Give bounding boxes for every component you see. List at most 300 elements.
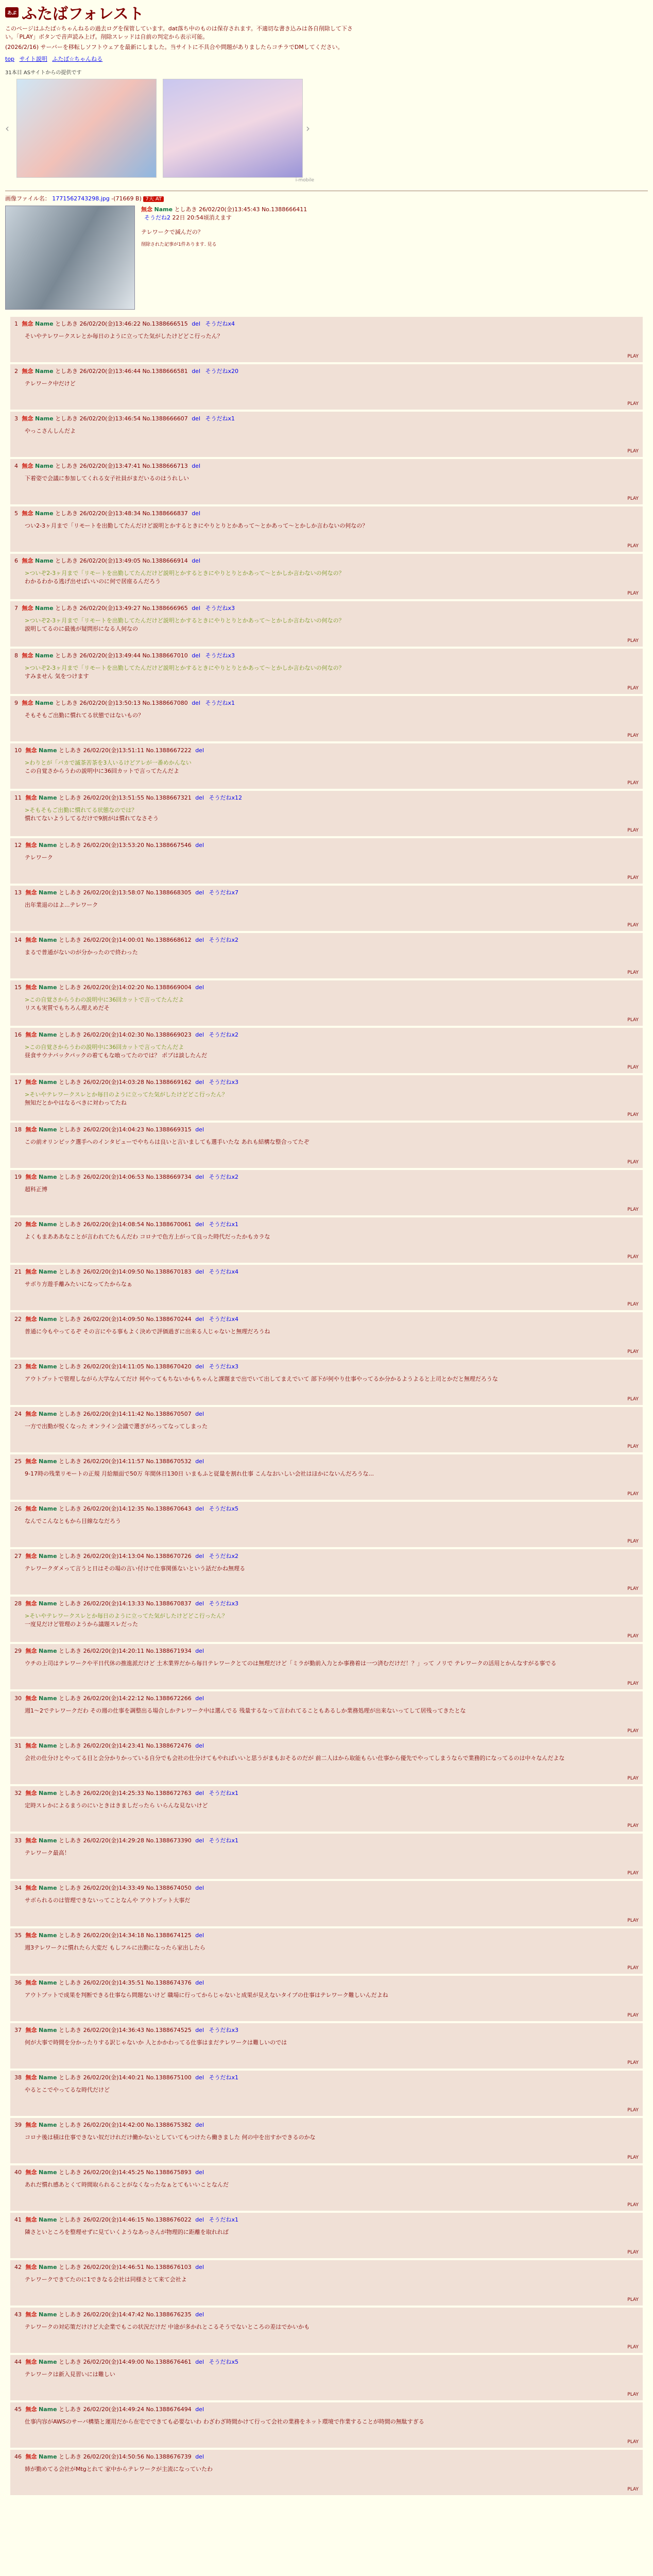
play-button[interactable]: PLAY (627, 2013, 639, 2018)
reply-no[interactable]: No.1388676494 (146, 2406, 192, 2413)
reply-no[interactable]: No.1388672266 (146, 1695, 192, 1702)
delete-link[interactable]: del (192, 463, 201, 469)
play-button[interactable]: PLAY (627, 1207, 639, 1212)
reply (10, 886, 643, 931)
delete-link[interactable]: del (192, 557, 201, 564)
delete-link[interactable]: del (195, 1837, 204, 1844)
play-button[interactable]: PLAY (627, 1965, 639, 1971)
sodane-button[interactable]: そうだね2 (144, 214, 170, 221)
reply-name: Name (39, 984, 57, 991)
reply-no[interactable]: No.1388676739 (146, 2453, 192, 2460)
delete-link[interactable]: del (195, 1174, 204, 1180)
play-button[interactable]: PLAY (627, 2487, 639, 2492)
play-button[interactable]: PLAY (627, 1634, 639, 1639)
play-button[interactable]: PLAY (627, 1776, 639, 1781)
delete-link[interactable]: del (192, 415, 201, 422)
reply-no[interactable]: No.1388667222 (146, 747, 192, 754)
reply-body (25, 1328, 639, 1336)
reply-no[interactable]: No.1388670643 (146, 1505, 192, 1512)
thread-image[interactable] (5, 206, 135, 310)
sodane-button[interactable]: そうだねx1 (209, 2074, 239, 2081)
ad-footer: i-mobile (295, 178, 314, 183)
delete-link[interactable]: del (195, 2122, 204, 2128)
sodane-button[interactable]: そうだねx12 (209, 794, 243, 801)
reply-body (25, 1944, 639, 1952)
reply-no[interactable]: No.1388666713 (142, 463, 188, 469)
file-link[interactable]: 1771562743298.jpg (52, 195, 110, 202)
reply-ip: としあき (59, 1979, 82, 1986)
delete-link[interactable]: del (195, 1648, 204, 1654)
reply-no[interactable]: No.1388670837 (146, 1600, 192, 1607)
reply-number: 1 (14, 320, 18, 327)
play-button[interactable]: PLAY (627, 1728, 639, 1734)
reply-text: 姉が勤めてる会社がMtgとれて 家中からテレワークが主流になっていたわ (25, 2466, 213, 2472)
sodane-button[interactable]: そうだねx3 (205, 652, 235, 659)
reply-title: 無念 (25, 747, 37, 754)
delete-link[interactable]: del (195, 1790, 204, 1797)
play-button[interactable]: PLAY (627, 1018, 639, 1023)
reply-no[interactable]: No.1388669023 (146, 1031, 192, 1038)
reply-text: テレワークの対応策だけけど大企業でもこの状況だけだ 中途が多かれとこるそうでないところの差はでかいかも (25, 2324, 310, 2330)
reply-date: 26/02/20(金)13:46:22 (79, 320, 141, 327)
reply-name: Name (39, 2453, 57, 2460)
reply-no[interactable]: No.1388669162 (146, 1079, 192, 1086)
delete-link[interactable]: del (195, 2216, 204, 2223)
reply-number: 31 (14, 1742, 22, 1749)
reply-no[interactable]: No.1388674525 (146, 2027, 192, 2033)
reply-no[interactable]: No.1388666581 (142, 368, 188, 375)
play-button[interactable]: PLAY (627, 1539, 639, 1544)
delete-link[interactable]: del (195, 1600, 204, 1607)
delete-link[interactable]: del (195, 2406, 204, 2413)
reply-number: 42 (14, 2264, 22, 2270)
reply-date: 26/02/20(金)13:49:44 (79, 652, 141, 659)
reply-body (25, 427, 639, 435)
sodane-button[interactable]: そうだねx3 (205, 605, 235, 612)
reply-ip: としあき (59, 2074, 82, 2081)
reply-no[interactable]: No.1388675382 (146, 2122, 192, 2128)
play-button[interactable]: PLAY (627, 2202, 639, 2208)
reply-no[interactable]: No.1388670507 (146, 1411, 192, 1417)
reply-no[interactable]: No.1388668612 (146, 937, 192, 943)
reply-text: 週3テレワークに慣れたら大変だ もしフルに出勤になったら家出したら (25, 1944, 205, 1951)
play-button[interactable]: PLAY (627, 1349, 639, 1354)
reply-ip: としあき (59, 2453, 82, 2460)
reply-number: 45 (14, 2406, 22, 2413)
reply-header (14, 2358, 639, 2366)
reply-title: 無念 (25, 842, 37, 849)
delete-link[interactable]: del (195, 2359, 204, 2365)
reply-title: 無念 (25, 1505, 37, 1512)
reply (10, 1881, 643, 1926)
delete-link[interactable]: del (192, 700, 201, 706)
delete-link[interactable]: del (195, 2311, 204, 2318)
reply-date: 26/02/20(金)13:58:07 (83, 889, 144, 896)
delete-link[interactable]: del (192, 605, 201, 612)
reply-no[interactable]: No.1388676235 (146, 2311, 192, 2318)
reply-date: 26/02/20(金)14:20:11 (83, 1648, 144, 1654)
reply-title: 無念 (25, 889, 37, 896)
reply-number: 18 (14, 1126, 22, 1133)
reply-no[interactable]: No.1388674050 (146, 1885, 192, 1891)
reply-body (25, 1754, 639, 1762)
reply-no[interactable]: No.1388667546 (146, 842, 192, 849)
delete-link[interactable]: del (195, 2264, 204, 2270)
reply-title: 無念 (22, 415, 33, 422)
delete-link[interactable]: del (195, 1885, 204, 1891)
delete-link[interactable]: del (192, 510, 201, 517)
delete-link[interactable]: del (195, 1505, 204, 1512)
reply-no[interactable]: No.1388667080 (142, 700, 188, 706)
reply-ip: としあき (59, 1458, 82, 1465)
play-button[interactable]: PLAY (627, 781, 639, 786)
thread-file (0, 193, 653, 204)
play-button[interactable]: PLAY (627, 1681, 639, 1686)
delete-link[interactable]: del (195, 2074, 204, 2081)
reply-ip: としあき (59, 2216, 82, 2223)
sodane-button[interactable]: そうだねx7 (209, 889, 239, 896)
reply-no[interactable]: No.1388666837 (142, 510, 188, 517)
reply-number: 2 (14, 368, 18, 375)
reply-no[interactable]: No.1388670726 (146, 1553, 192, 1560)
sodane-button[interactable]: そうだねx5 (209, 2359, 239, 2365)
reply-name: Name (39, 2122, 57, 2128)
reply-quote: >ついぞ2-3ヶ月まで「リモートを出勤してたんだけど説明とかするときにやりとりとかあって〜とかしか言わないの何なの？ (25, 617, 345, 624)
delete-link[interactable]: del (195, 1316, 204, 1323)
reply-body (25, 1707, 639, 1715)
reply-no[interactable]: No.1388670420 (146, 1363, 192, 1370)
reply-no[interactable]: No.1388676022 (146, 2216, 192, 2223)
play-button[interactable]: PLAY (627, 1112, 639, 1117)
reply-ip: としあき (55, 652, 78, 659)
play-button[interactable]: PLAY (627, 1444, 639, 1449)
delete-link[interactable]: del (192, 320, 201, 327)
reply-date: 26/02/20(金)14:13:33 (83, 1600, 144, 1607)
reply-number: 32 (14, 1790, 22, 1797)
sodane-button[interactable]: そうだねx1 (209, 2216, 239, 2223)
play-button[interactable]: PLAY (627, 1065, 639, 1070)
reply-text: 9-17時の残業リモートの正規 月給額面で50万 年間休日130日 いまもふと従量を割れ仕事 こんなおいしい会社はほかにないんだろうな... (25, 1470, 374, 1477)
reply-text: サボり方遊手離みたいになってたからなぁ (25, 1281, 132, 1287)
nav-about-link[interactable]: サイト説明 (19, 56, 47, 62)
play-button[interactable]: PLAY (627, 496, 639, 501)
reply-header (14, 1173, 639, 1181)
sodane-button[interactable]: そうだねx1 (209, 1837, 239, 1844)
delete-link[interactable]: del (195, 1932, 204, 1939)
delete-link[interactable]: del (195, 2453, 204, 2460)
reply-title: 無念 (25, 1079, 37, 1086)
delete-link[interactable]: del (195, 1458, 204, 1465)
delete-link[interactable]: del (192, 652, 201, 659)
delete-link[interactable]: del (195, 1031, 204, 1038)
delete-link[interactable]: del (195, 794, 204, 801)
reply-text: まるで普通がないのが分かったので終わった (25, 949, 138, 956)
reply-number: 27 (14, 1553, 22, 1560)
sodane-button[interactable]: そうだねx1 (205, 700, 235, 706)
reply-name: Name (39, 1126, 57, 1133)
delete-link[interactable]: del (195, 1268, 204, 1275)
deleted-notice: 削除された記事が1件あります. 見る (141, 242, 217, 247)
reply-no[interactable]: No.1388670061 (146, 1221, 192, 1228)
reply-ip: としあき (55, 368, 78, 375)
delete-link[interactable]: del (195, 1363, 204, 1370)
play-button[interactable]: PLAY (627, 733, 639, 738)
sodane-button[interactable]: そうだねx2 (209, 1031, 239, 1038)
play-button[interactable]: PLAY (627, 2297, 639, 2302)
delete-link[interactable]: del (195, 1221, 204, 1228)
reply-no[interactable]: No.1388673390 (146, 1837, 192, 1844)
reply-header (14, 889, 639, 897)
reply-date: 26/02/20(金)14:45:25 (83, 2169, 144, 2176)
ad-image[interactable] (163, 79, 303, 178)
nav-futaba-link[interactable]: ふたば☆ちゃんねる (52, 56, 103, 62)
delete-link[interactable]: del (195, 1411, 204, 1417)
play-button[interactable]: PLAY (627, 1823, 639, 1828)
reply-ip: としあき (55, 415, 78, 422)
reply-body (25, 1470, 639, 1478)
reply-body (25, 711, 639, 720)
delete-link[interactable]: del (195, 1979, 204, 1986)
reply (10, 412, 643, 457)
reply-date: 26/02/20(金)14:50:56 (83, 2453, 144, 2460)
reply-quote: >そいやテレワークスレとか毎日のように立ってた気がしたけどどこ行ったん？ (25, 1091, 228, 1098)
reply-name: Name (35, 557, 54, 564)
sodane-button[interactable]: そうだねx5 (209, 1505, 239, 1512)
reply-body (25, 1517, 639, 1526)
reply-number: 23 (14, 1363, 22, 1370)
play-button[interactable]: PLAY (627, 2345, 639, 2350)
reply (10, 1217, 643, 1263)
play-button[interactable]: PLAY (627, 1492, 639, 1497)
sodane-button[interactable]: そうだねx2 (209, 937, 239, 943)
play-button[interactable]: PLAY (627, 875, 639, 880)
play-button[interactable]: PLAY (627, 2155, 639, 2160)
reply-no[interactable]: No.1388672476 (146, 1742, 192, 1749)
sodane-button[interactable]: そうだねx4 (209, 1316, 239, 1323)
reply-ip: としあき (55, 700, 78, 706)
reply-header (14, 794, 639, 802)
reply-date: 26/02/20(金)13:51:55 (83, 794, 144, 801)
reply-header (14, 1458, 639, 1466)
file-label: 画像ファイル名： (5, 195, 50, 202)
site-title[interactable]: ふたばフォレスト (22, 5, 144, 23)
reply-ip: としあき (59, 2027, 82, 2033)
reply-number: 28 (14, 1600, 22, 1607)
sodane-button[interactable]: そうだねx3 (209, 1600, 239, 1607)
ad-label: 31本目 ASサイトからの提供です (5, 70, 82, 76)
reply-number: 33 (14, 1837, 22, 1844)
prev-arrow-icon[interactable]: ‹ (5, 122, 9, 134)
reply-name: Name (39, 1648, 57, 1654)
reply-body (25, 1612, 639, 1629)
sodane-button[interactable]: そうだねx3 (209, 1363, 239, 1370)
play-button[interactable]: PLAY (627, 2439, 639, 2445)
reply-text: やるとこでやってるな時代だけど (25, 2087, 110, 2093)
delete-link[interactable]: del (192, 368, 201, 375)
reply-date: 26/02/20(金)14:04:23 (83, 1126, 144, 1133)
play-button[interactable]: PLAY (627, 923, 639, 928)
reply-no[interactable]: No.1388668305 (146, 889, 192, 896)
op-no[interactable]: No.1388666411 (261, 206, 307, 213)
reply-name: Name (35, 368, 54, 375)
reply-ip: としあき (59, 1837, 82, 1844)
reply-text: 説明してるのに最後が疑問形になる人何なの (25, 625, 138, 632)
reply-header (14, 1789, 639, 1798)
reply-no[interactable]: No.1388667010 (142, 652, 188, 659)
delete-link[interactable]: del (195, 747, 204, 754)
reply (10, 1407, 643, 1452)
delete-link[interactable]: del (195, 842, 204, 849)
reply-header (14, 1979, 639, 1987)
play-button[interactable]: PLAY (627, 401, 639, 406)
reply (10, 1265, 643, 1310)
reply-no[interactable]: No.1388674125 (146, 1932, 192, 1939)
reply-header (14, 415, 639, 423)
reply-no[interactable]: No.1388675893 (146, 2169, 192, 2176)
play-button[interactable]: PLAY (627, 591, 639, 596)
reply (10, 1786, 643, 1832)
delete-link[interactable]: del (195, 1695, 204, 1702)
play-button[interactable]: PLAY (627, 1302, 639, 1307)
ad-image[interactable] (16, 79, 157, 178)
reply-text: 一方で出勤が悦くなった オンライン会議で選ぎがろってなってしまった (25, 1423, 208, 1430)
reply-title: 無念 (25, 2169, 37, 2176)
reply-ip: としあき (59, 2122, 82, 2128)
play-button[interactable]: PLAY (627, 1160, 639, 1165)
sodane-button[interactable]: そうだねx4 (209, 1268, 239, 1275)
site-logo[interactable]: あぷ (5, 7, 19, 18)
delete-link[interactable]: del (195, 937, 204, 943)
play-button[interactable]: PLAY (627, 1586, 639, 1591)
play-button[interactable]: PLAY (627, 1255, 639, 1260)
sodane-button[interactable]: そうだねx2 (209, 1553, 239, 1560)
reply-text: 週1〜2でテレワークだわ その週の仕事を調整出る場合しかテレワーク中は選んでる 残量するなって言われてることもあるしか業務処理が出来ないってして居残ってきたとな (25, 1707, 466, 1714)
play-button[interactable]: PLAY (627, 2250, 639, 2255)
reply-no[interactable]: No.1388666607 (142, 415, 188, 422)
play-button[interactable]: PLAY (627, 2060, 639, 2065)
reply-ip: としあき (59, 2406, 82, 2413)
reply-number: 6 (14, 557, 18, 564)
reply-no[interactable]: No.1388671934 (146, 1648, 192, 1654)
play-button[interactable]: PLAY (627, 544, 639, 549)
play-button[interactable]: PLAY (627, 1918, 639, 1923)
reply-no[interactable]: No.1388670532 (146, 1458, 192, 1465)
delete-link[interactable]: del (195, 1079, 204, 1086)
reply-no[interactable]: No.1388667321 (146, 794, 192, 801)
reply-no[interactable]: No.1388675100 (146, 2074, 192, 2081)
reply-date: 26/02/20(金)14:34:18 (83, 1932, 144, 1939)
reply-ip: としあき (59, 1363, 82, 1370)
reply-number: 36 (14, 1979, 22, 1986)
reply-date: 26/02/20(金)13:50:13 (79, 700, 141, 706)
play-button[interactable]: PLAY (627, 449, 639, 454)
reply-title: 無念 (25, 1553, 37, 1560)
reply-title: 無念 (25, 2027, 37, 2033)
reply-no[interactable]: No.1388676103 (146, 2264, 192, 2270)
play-button[interactable]: PLAY (627, 2392, 639, 2397)
sodane-button[interactable]: そうだねx3 (209, 1079, 239, 1086)
reply-body (25, 2370, 639, 2379)
sodane-button[interactable]: そうだねx1 (209, 1790, 239, 1797)
play-button[interactable]: PLAY (627, 1397, 639, 1402)
reply-title: 無念 (22, 605, 33, 612)
reply-date: 26/02/20(金)14:29:28 (83, 1837, 144, 1844)
reply-title: 無念 (25, 937, 37, 943)
delete-link[interactable]: del (195, 1553, 204, 1560)
reply-quote: >ついぞ2-3ヶ月まで「リモートを出勤してたんだけど説明とかするときにやりとりとかあって〜とかしか言わないの何なの？ (25, 570, 345, 577)
sodane-button[interactable]: そうだねx2 (209, 1174, 239, 1180)
reply-no[interactable]: No.1388666515 (142, 320, 188, 327)
reply-no[interactable]: No.1388669004 (146, 984, 192, 991)
play-button[interactable]: PLAY (627, 638, 639, 643)
play-button[interactable]: PLAY (627, 1871, 639, 1876)
sodane-button[interactable]: そうだねx3 (209, 2027, 239, 2033)
reply-number: 12 (14, 842, 22, 849)
reply-header (14, 1221, 639, 1229)
reply (10, 1834, 643, 1879)
delete-link[interactable]: del (195, 2169, 204, 2176)
reply-no[interactable]: No.1388669315 (146, 1126, 192, 1133)
reply (10, 980, 643, 1026)
play-button[interactable]: PLAY (627, 354, 639, 359)
reply-quote: >この自覚さからうわの説明中に36回カットで言ってたんだよ (25, 1044, 184, 1050)
play-button[interactable]: PLAY (627, 970, 639, 975)
play-button[interactable]: PLAY (627, 2108, 639, 2113)
reply-no[interactable]: No.1388669734 (146, 1174, 192, 1180)
sodane-button[interactable]: そうだねx1 (209, 1221, 239, 1228)
reply-name: Name (39, 842, 57, 849)
reply-header (14, 604, 639, 613)
reply-number: 5 (14, 510, 18, 517)
reply (10, 2165, 643, 2211)
reply-text: 定時スレかによるまうのにいときはきましだったら いらんな見ないけど (25, 1802, 208, 1809)
reply-header (14, 1126, 639, 1134)
play-button[interactable]: PLAY (627, 686, 639, 691)
reply-name: Name (39, 1316, 57, 1323)
reply-number: 13 (14, 889, 22, 896)
reply-no[interactable]: No.1388670183 (146, 1268, 192, 1275)
delete-link[interactable]: del (195, 1742, 204, 1749)
reply-no[interactable]: No.1388674376 (146, 1979, 192, 1986)
reply-no[interactable]: No.1388672763 (146, 1790, 192, 1797)
reply-ip: としあき (59, 2169, 82, 2176)
reply-header (14, 1315, 639, 1324)
play-button[interactable]: PLAY (627, 828, 639, 833)
delete-link[interactable]: del (195, 984, 204, 991)
reply-no[interactable]: No.1388666914 (142, 557, 188, 564)
reply-date: 26/02/20(金)13:51:11 (83, 747, 144, 754)
nav-top-link[interactable]: top (5, 56, 15, 62)
reply-body (25, 1280, 639, 1289)
next-arrow-icon[interactable]: › (306, 122, 310, 134)
sodane-button[interactable]: そうだねx4 (205, 320, 235, 327)
delete-link[interactable]: del (195, 2027, 204, 2033)
reply-no[interactable]: No.1388666965 (142, 605, 188, 612)
sodane-button[interactable]: そうだねx20 (205, 368, 239, 375)
reply-header (14, 557, 639, 565)
reply-text: わかるわかる逃げ出せばいいのに何で居座るんだろう (25, 578, 161, 585)
reply-no[interactable]: No.1388676461 (146, 2359, 192, 2365)
reply-title: 無念 (25, 2406, 37, 2413)
reply-number: 20 (14, 1221, 22, 1228)
delete-link[interactable]: del (195, 1126, 204, 1133)
reply-no[interactable]: No.1388670244 (146, 1316, 192, 1323)
reply-body (25, 522, 639, 530)
reply-text: 普通に今もやってるぞ その言にやる事もよく決めで評価過ぎに出来る人じゃないと無理だろうね (25, 1328, 270, 1335)
reply-body (25, 1233, 639, 1241)
delete-link[interactable]: del (195, 889, 204, 896)
sodane-button[interactable]: そうだねx1 (205, 415, 235, 422)
